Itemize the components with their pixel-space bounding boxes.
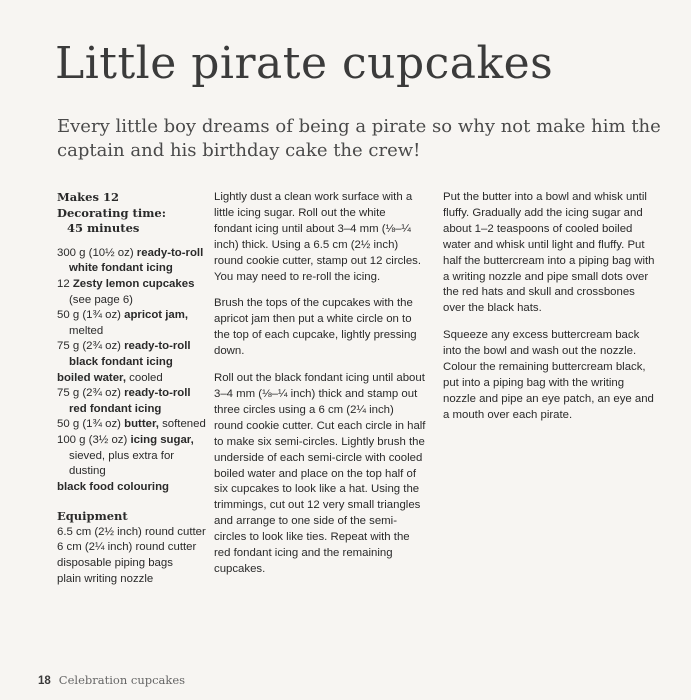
list-item: 50 g (1¾ oz) apricot jam, melted bbox=[57, 309, 189, 337]
list-item: 50 g (1¾ oz) butter, softened bbox=[57, 418, 206, 431]
list-item: disposable piping bags bbox=[57, 557, 173, 570]
method-step: Roll out the black fondant icing until about 3–4 mm (⅛–¼ inch) thick and stamp out three circles using a 6 cm (2¼ inch) round cookie cutter. Cut each circle in half to make six semi-circles. Lightly brush the underside of each semi-circle with cooled boiled water and place on the top half of six cupcakes to look like a hat. Using the trimmings, cut out 12 very small triangles and arrange to one side of the semi-circles to look like ties. Repeat with the red fondant icing and the remaining cupcakes. bbox=[214, 372, 426, 575]
method-column-2 bbox=[443, 190, 657, 435]
list-item: 75 g (2¾ oz) ready-to-roll red fondant icing bbox=[57, 387, 191, 415]
list-item: black food colouring bbox=[57, 480, 170, 493]
list-item: plain writing nozzle bbox=[57, 572, 154, 585]
ingredients-column bbox=[57, 190, 207, 587]
equipment-list bbox=[57, 525, 207, 587]
list-item: 100 g (3½ oz) icing sugar, sieved, plus extra for dusting bbox=[57, 433, 194, 478]
method-step: Squeeze any excess buttercream back into the bowl and wash out the nozzle. Colour the remaining buttercream black, put into a piping bag with the writing nozzle and pipe an eye patch, an eye and a mouth over each pirate. bbox=[443, 329, 654, 421]
page-footer bbox=[38, 673, 185, 687]
list-item: 6.5 cm (2½ inch) round cutter bbox=[57, 525, 206, 538]
page-number: 18 bbox=[38, 675, 51, 687]
section-title: Celebration cupcakes bbox=[58, 673, 186, 687]
list-item: 6 cm (2¼ inch) round cutter bbox=[57, 541, 197, 554]
method-column-1 bbox=[214, 190, 426, 589]
decorating-time-value: 45 minutes bbox=[67, 221, 140, 236]
method-step: Brush the tops of the cupcakes with the apricot jam then put a white circle on to the top of each cupcake, lightly pressing down. bbox=[214, 297, 417, 358]
method-step: Put the butter into a bowl and whisk until fluffy. Gradually add the icing sugar and about 1–2 teaspoons of cooled boiled water and whisk until light and fluffy. Put half the buttercream into a piping bag with a writing nozzle and pipe small dots over the red hats and skull and crossbones over the black hats. bbox=[443, 191, 655, 315]
intro-text: Every little boy dreams of being a pirate so why not make him the captain and his birthday cake the crew! bbox=[57, 116, 661, 161]
list-item: boiled water, cooled bbox=[57, 371, 163, 384]
page-title: Little pirate cupcakes bbox=[55, 38, 554, 89]
list-item: 75 g (2¾ oz) ready-to-roll black fondant icing bbox=[57, 340, 191, 368]
equipment-heading: Equipment bbox=[57, 509, 128, 524]
makes-label: Makes 12 bbox=[57, 190, 119, 204]
list-item: 300 g (10½ oz) ready-to-roll white fondant icing bbox=[57, 246, 204, 275]
ingredients-list bbox=[57, 246, 207, 496]
decorating-time-label: Decorating time: bbox=[57, 205, 166, 220]
list-item: 12 Zesty lemon cupcakes (see page 6) bbox=[57, 277, 195, 306]
method-step: Lightly dust a clean work surface with a little icing sugar. Roll out the white fondant icing until about 3–4 mm (⅛–¼ inch) thick. Using a 6.5 cm (2½ inch) round cookie cutter, stamp out 12 circles. You may need to re-roll the icing. bbox=[214, 191, 422, 283]
